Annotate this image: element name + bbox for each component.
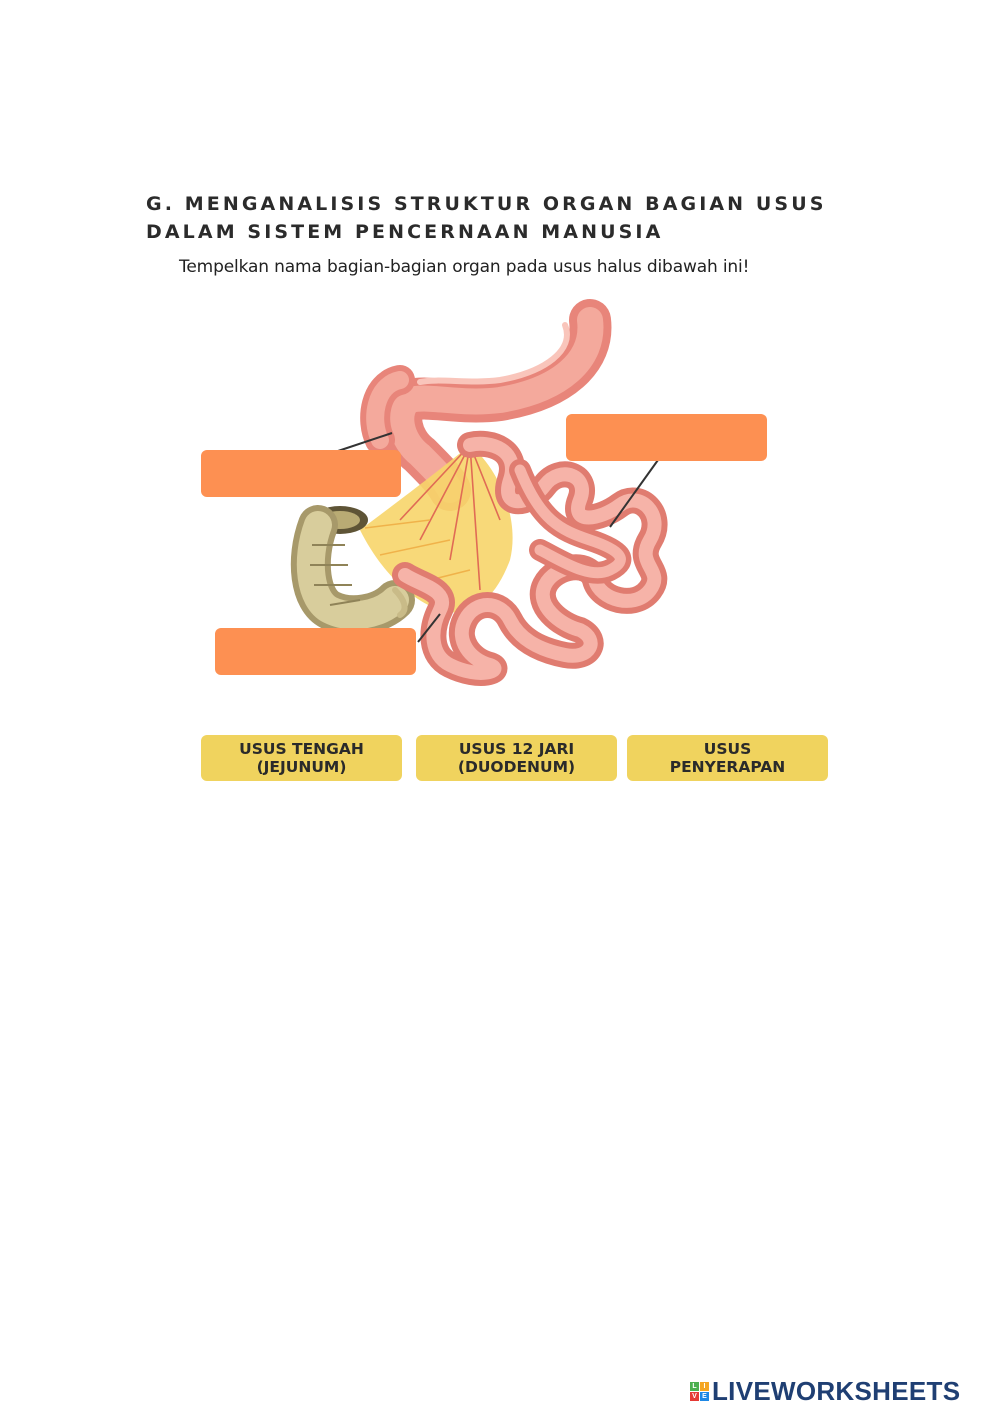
instruction-text: Tempelkan nama bagian-bagian organ pada usus halus dibawah ini! [179,257,750,277]
answer-chip-duodenum[interactable]: USUS 12 JARI (DUODENUM) [416,735,617,781]
brand-name: LIVEWORKSHEETS [712,1375,961,1406]
answer-chip-penyerapan[interactable]: USUS PENYERAPAN [627,735,828,781]
live-grid-icon: L I V E [690,1382,709,1401]
drop-target-upper-left[interactable] [201,450,401,497]
heading-line-1: G. MENGANALISIS STRUKTUR ORGAN BAGIAN USUS [146,193,827,215]
drop-target-upper-right[interactable] [566,414,767,461]
drop-target-lower-left[interactable] [215,628,416,675]
heading-line-2: DALAM SISTEM PENCERNAAN MANUSIA [146,221,664,243]
liveworksheets-logo[interactable] [690,1376,960,1406]
answer-chip-jejunum[interactable]: USUS TENGAH (JEJUNUM) [201,735,402,781]
